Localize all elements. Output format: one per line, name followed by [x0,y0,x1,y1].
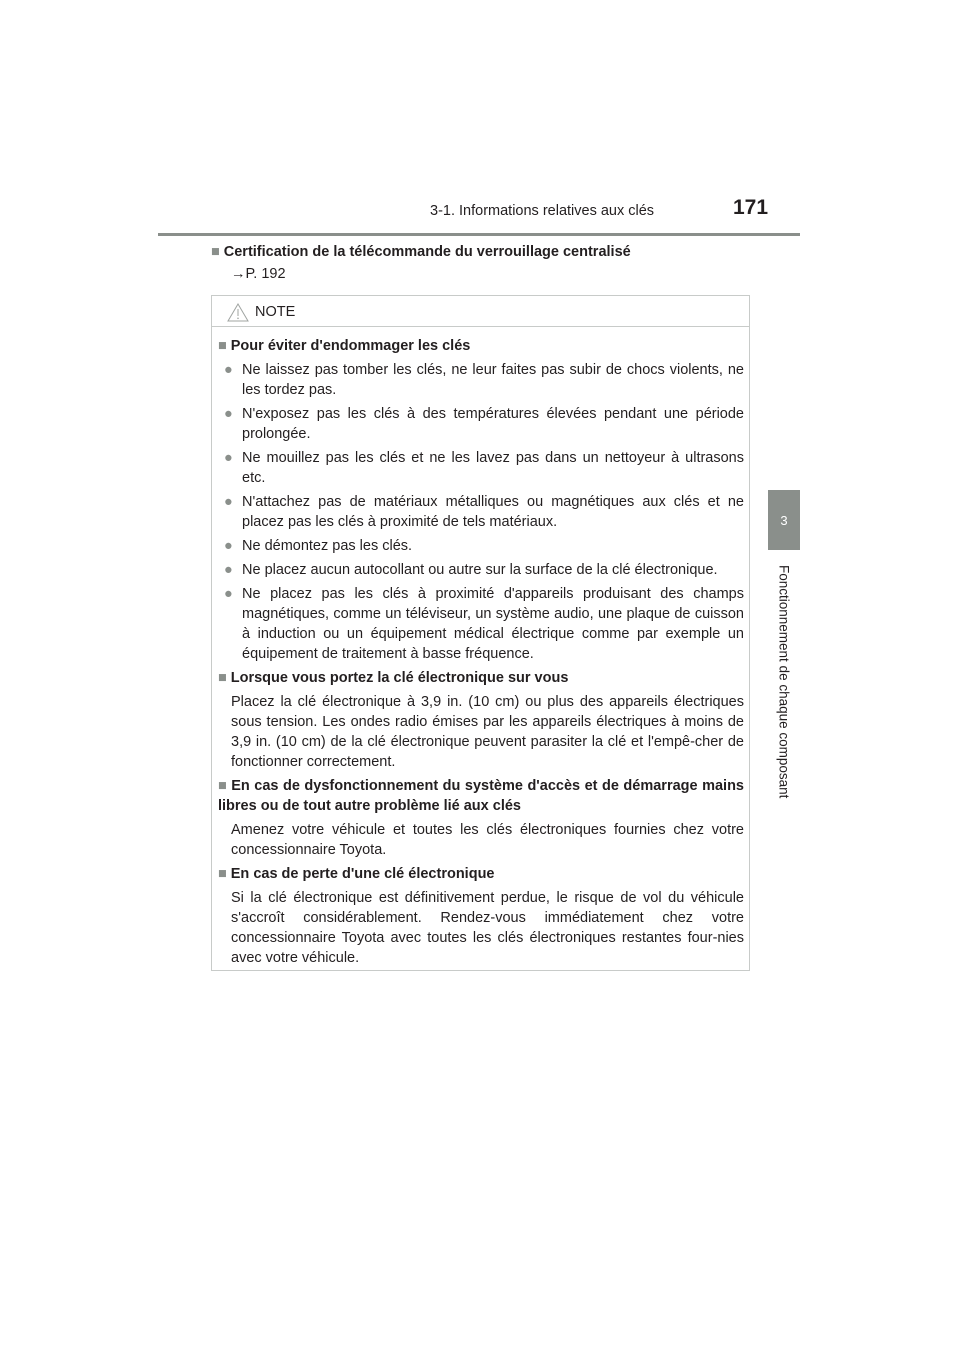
round-bullet-icon: ● [224,406,233,422]
note-subheading: ■ Pour éviter d'endommager les clés [218,338,471,354]
header-rule [158,233,800,236]
note-subheading: ■ Lorsque vous portez la clé électronique sur vous [218,670,569,686]
list-item: ● Ne mouillez pas les clés et ne les lavez pas dans un nettoyeur à ultrasons etc. [224,450,744,486]
page-number: 171 [733,196,769,219]
square-bullet-icon: ■ [218,866,227,882]
list-item: ● Ne placez pas les clés à proximité d'appareils produisant des champs magnétiques, comme un téléviseur, un système audio, une plaque de cuisson à induction ou un équipement médical électrique comme par exemple un équipement de traitement à basse fréquence. [224,586,744,662]
note-paragraph: Si la clé électronique est définitivement perdue, le risque de vol du véhicule s'accroît considérablement. Rendez-vous immédiatement chez votre concessionnaire Toyota avec toutes les clés électroniques restantes four-nies avec votre véhicule. [231,890,744,966]
round-bullet-icon: ● [224,362,233,378]
side-tab-chapter-label: Fonctionnement de chaque composant [776,565,792,799]
note-box [211,295,750,971]
round-bullet-icon: ● [224,538,233,554]
square-bullet-icon: ■ [218,670,227,686]
list-item: ● N'exposez pas les clés à des températures élevées pendant une période prolongée. [224,406,744,442]
list-item: ● N'attachez pas de matériaux métalliques ou magnétiques aux clés et ne placez pas les clés à proximité de tels matériaux. [224,494,744,530]
side-tab-label-container [768,552,800,812]
note-paragraph: Placez la clé électronique à 3,9 in. (10 cm) ou plus des appareils électriques sous tension. Les ondes radio émises par les appareils électriques à moins de 3,9 in. (10 cm) de la clé électronique peuvent parasiter la clé et l'empê-cher de fonctionner correctement. [231,694,744,770]
square-bullet-icon: ■ [211,244,220,260]
note-title: NOTE [255,304,296,320]
section-heading [211,244,631,260]
header-section-title: 3-1. Informations relatives aux clés [430,203,655,219]
round-bullet-icon: ● [224,562,233,578]
round-bullet-icon: ● [224,586,233,602]
note-body [218,336,744,972]
side-tab-blank [768,238,800,486]
round-bullet-icon: ● [224,494,233,510]
list-item: ● Ne laissez pas tomber les clés, ne leur faites pas subir de chocs violents, ne les tordez pas. [224,362,744,398]
square-bullet-icon: ■ [218,338,227,354]
note-subheading: ■ En cas de perte d'une clé électronique [218,866,495,882]
page-reference: →P. 192 [231,266,286,282]
warning-triangle-icon [227,303,249,322]
side-tab-chapter-number: 3 [768,490,800,550]
note-subheading: ■ En cas de dysfonctionnement du système d'accès et de démarrage mains libres ou de tout autre problème lié aux clés [218,778,744,814]
note-paragraph: Amenez votre véhicule et toutes les clés électroniques fournies chez votre concessionnaire Toyota. [231,822,744,858]
square-bullet-icon: ■ [218,778,228,794]
list-item: ● Ne démontez pas les clés. [224,538,413,554]
note-header [212,296,749,327]
section-heading-text: Certification de la télécommande du verrouillage centralisé [223,244,631,260]
list-item: ● Ne placez aucun autocollant ou autre sur la surface de la clé électronique. [224,562,718,578]
round-bullet-icon: ● [224,450,233,466]
